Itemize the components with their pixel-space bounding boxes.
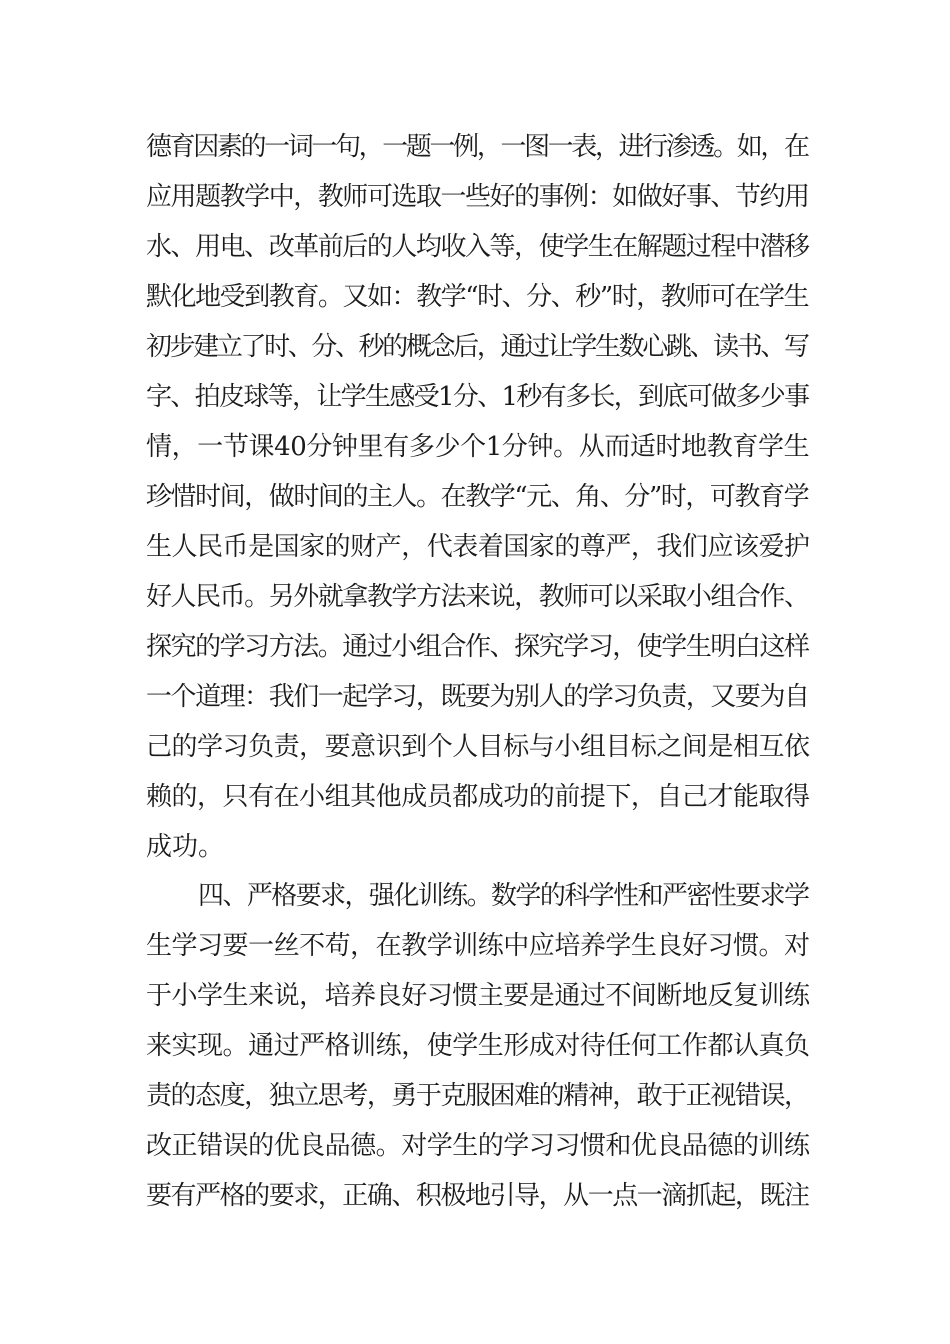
text-line: 珍惜时间，做时间的主人。在教学“元、角、分”时，可教育学 bbox=[146, 482, 809, 512]
text-line: 己的学习负责，要意识到个人目标与小组目标之间是相互依 bbox=[146, 732, 810, 762]
text-line: 字、拍皮球等，让学生感受1分、1秒有多长，到底可做多少事 bbox=[146, 382, 809, 412]
paragraph-continuation bbox=[146, 122, 810, 882]
text-line: 于小学生来说，培养良好习惯主要是通过不间断地反复训练 bbox=[146, 981, 810, 1011]
text-line: 赖的，只有在小组其他成员都成功的前提下，自己才能取得 bbox=[146, 782, 810, 812]
text-line: 生人民币是国家的财产，代表着国家的尊严，我们应该爱护 bbox=[146, 532, 810, 562]
text-line: 德育因素的一词一句，一题一例，一图一表，进行渗透。如，在 bbox=[146, 132, 808, 162]
text-line: 来实现。通过严格训练，使学生形成对待任何工作都认真负 bbox=[146, 1031, 810, 1061]
text-line: 水、用电、改革前后的人均收入等，使学生在解题过程中潜移 bbox=[146, 232, 809, 262]
text-line: 默化地受到教育。又如：教学“时、分、秒”时，教师可在学生 bbox=[146, 282, 809, 312]
paragraph-section-four bbox=[146, 871, 810, 1231]
text-line: 好人民币。另外就拿教学方法来说，教师可以采取小组合作、 bbox=[146, 582, 809, 612]
text-line: 应用题教学中，教师可选取一些好的事例：如做好事、节约用 bbox=[146, 182, 809, 212]
text-line-indented: 四、严格要求，强化训练。数学的科学性和严密性要求学 bbox=[198, 881, 809, 911]
text-line: 要有严格的要求，正确、积极地引导，从一点一滴抓起，既注 bbox=[146, 1181, 809, 1211]
text-line: 生学习要一丝不苟，在教学训练中应培养学生良好习惯。对 bbox=[146, 931, 810, 961]
text-line: 成功。 bbox=[146, 832, 225, 862]
text-line: 初步建立了时、分、秒的概念后，通过让学生数心跳、读书、写 bbox=[146, 332, 808, 362]
text-line: 一个道理：我们一起学习，既要为别人的学习负责，又要为自 bbox=[146, 682, 809, 712]
text-line: 责的态度，独立思考，勇于克服困难的精神，敢于正视错误， bbox=[146, 1081, 809, 1111]
text-line: 改正错误的优良品德。对学生的学习习惯和优良品德的训练 bbox=[146, 1131, 810, 1161]
text-line: 探究的学习方法。通过小组合作、探究学习，使学生明白这样 bbox=[146, 632, 809, 662]
text-line: 情，一节课40分钟里有多少个1分钟。从而适时地教育学生 bbox=[146, 432, 810, 462]
